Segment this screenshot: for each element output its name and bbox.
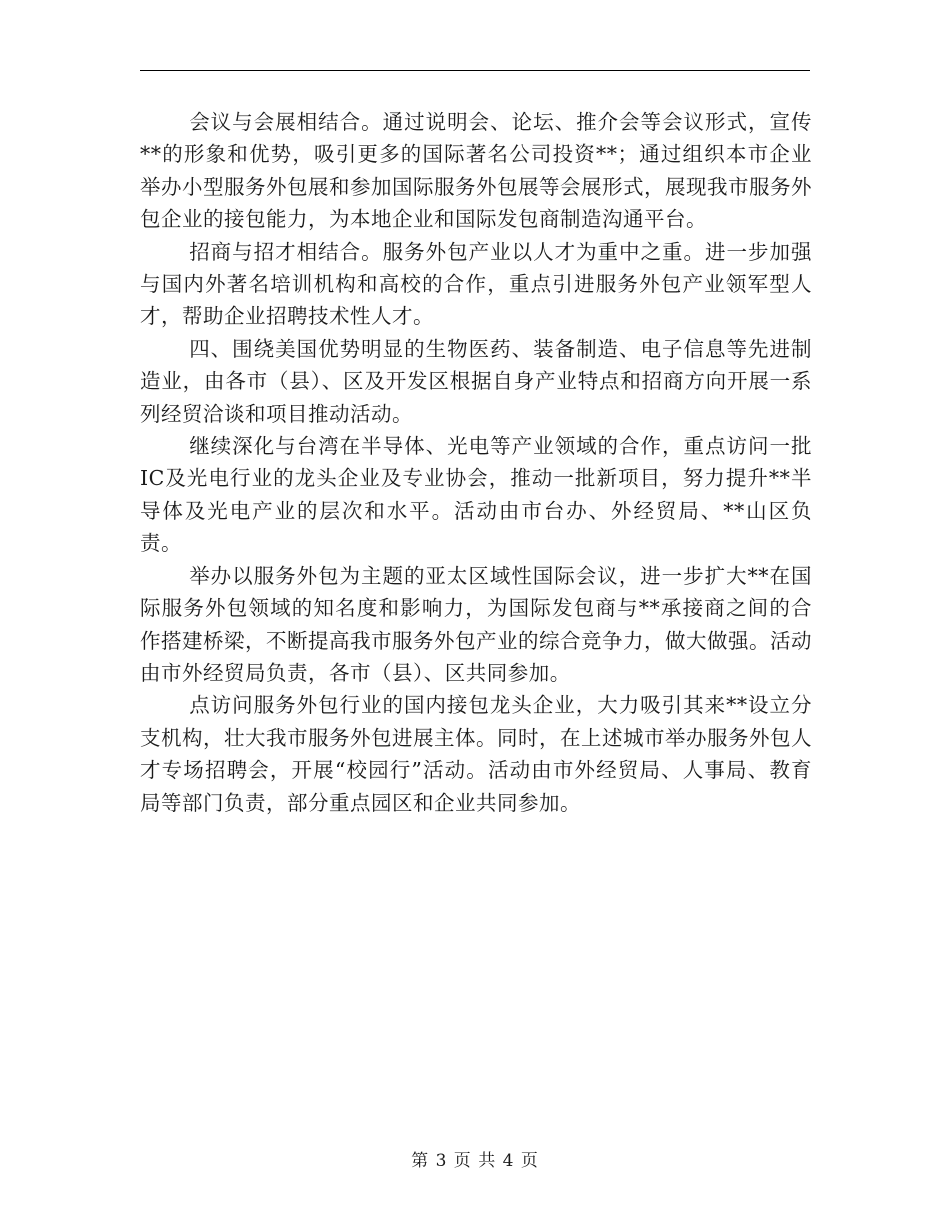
paragraph-asia-pacific-conference: 举办以服务外包为主题的亚太区域性国际会议，进一步扩大**在国际服务外包领域的知名度和影响力，为国际发包商与**承接商之间的合作搭建桥梁，不断提高我市服务外包产业的综合竞争力，做大做强。活动由市外经贸局负责，各市（县）、区共同参加。 — [140, 563, 812, 685]
paragraph-exhibition: 会议与会展相结合。通过说明会、论坛、推介会等会议形式，宣传**的形象和优势，吸引更多的国际著名公司投资**；通过组织本市企业举办小型服务外包展和参加国际服务外包展等会展形式，展现我市服务外包企业的接包能力，为本地企业和国际发包商制造沟通平台。 — [140, 110, 812, 232]
page-number: 第 3 页 共 4 页 — [411, 1151, 539, 1171]
paragraph-domestic-visits: 点访问服务外包行业的国内接包龙头企业，大力吸引其来**设立分支机构，壮大我市服务外包进展主体。同时，在上述城市举办服务外包人才专场招聘会，开展“校园行”活动。活动由市外经贸局、人事局、教育局等部门负责，部分重点园区和企业共同参加。 — [140, 693, 812, 815]
header-rule — [140, 70, 810, 71]
body-text — [140, 106, 812, 819]
paragraph-taiwan: 继续深化与台湾在半导体、光电等产业领域的合作，重点访问一批IC及光电行业的龙头企业及专业协会，推动一批新项目，努力提升**半导体及光电产业的层次和水平。活动由市台办、外经贸局、**山区负责。 — [140, 434, 812, 556]
paragraph-talent: 招商与招才相结合。服务外包产业以人才为重中之重。进一步加强与国内外著名培训机构和高校的合作，重点引进服务外包产业领军型人才，帮助企业招聘技术性人才。 — [140, 239, 812, 329]
paragraph-us-manufacturing: 四、围绕美国优势明显的生物医药、装备制造、电子信息等先进制造业，由各市（县）、区及开发区根据自身产业特点和招商方向开展一系列经贸洽谈和项目推动活动。 — [140, 336, 812, 426]
